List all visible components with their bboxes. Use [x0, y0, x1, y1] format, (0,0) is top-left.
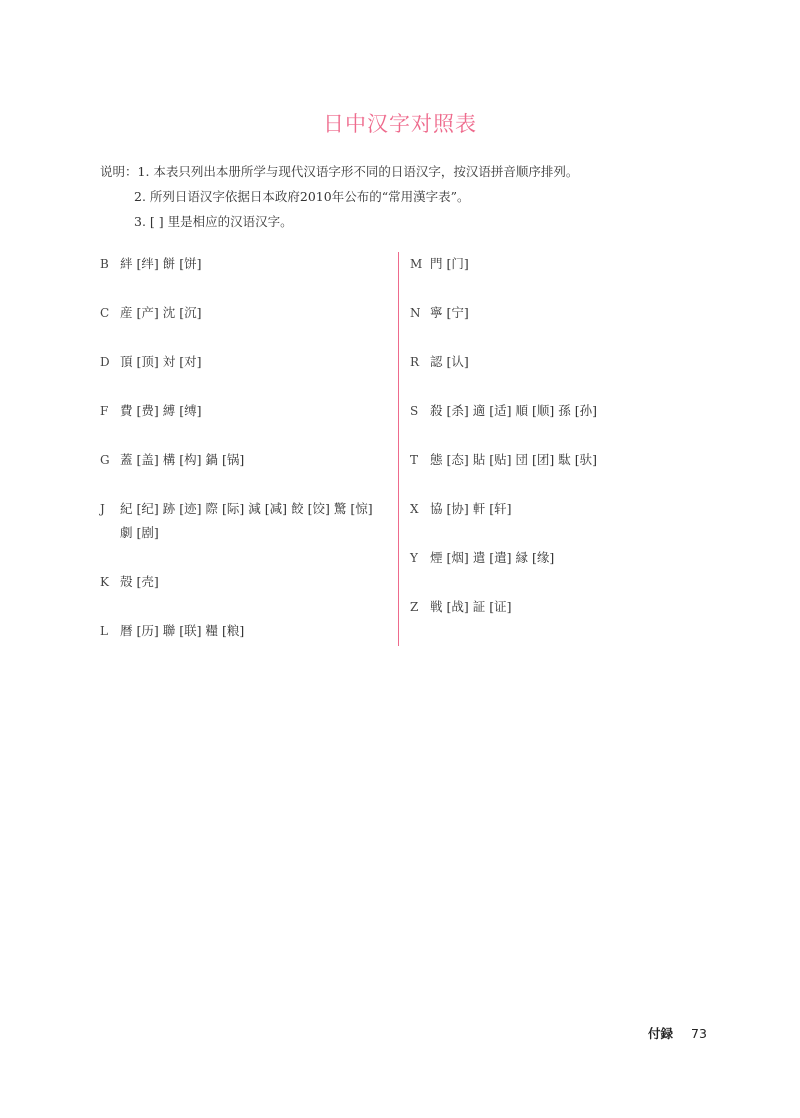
chinese-hanzi: [缚] — [179, 403, 202, 418]
group-letter: J — [100, 502, 105, 516]
character-pair — [163, 619, 202, 643]
note-1: 说明：1. 本表只列出本册所学与现代汉语字形不同的日语汉字，按汉语拼音顺序排列。 — [100, 164, 579, 179]
chinese-hanzi: [迹] — [179, 501, 202, 516]
character-pair — [120, 301, 159, 325]
group-letter: K — [100, 575, 109, 589]
column-divider — [398, 252, 399, 646]
character-pairs — [120, 399, 390, 423]
group-letter: B — [100, 257, 109, 271]
japanese-kanji: 縛 — [162, 403, 176, 418]
chinese-hanzi: [协] — [446, 501, 469, 516]
group-letter: L — [100, 624, 108, 638]
character-pair — [163, 301, 202, 325]
japanese-kanji: 態 — [430, 452, 443, 467]
japanese-kanji: 殺 — [430, 403, 443, 418]
character-pair — [206, 448, 245, 472]
japanese-kanji: 軒 — [472, 501, 486, 516]
japanese-kanji: 紀 — [120, 501, 133, 516]
character-pairs — [120, 252, 390, 276]
japanese-kanji: 構 — [162, 452, 176, 467]
japanese-kanji: 煙 — [430, 550, 443, 565]
character-pair — [248, 497, 287, 521]
japanese-kanji: 順 — [515, 403, 529, 418]
character-pair — [206, 619, 245, 643]
chinese-hanzi: [顶] — [136, 354, 159, 369]
japanese-kanji: 殻 — [120, 574, 133, 589]
japanese-kanji: 貼 — [472, 452, 486, 467]
chinese-hanzi: [宁] — [446, 305, 469, 320]
page-footer — [648, 1024, 707, 1042]
character-pair — [430, 252, 469, 276]
character-pair — [291, 497, 330, 521]
chinese-hanzi: [轩] — [489, 501, 512, 516]
chinese-hanzi: [杀] — [446, 403, 469, 418]
japanese-kanji: 孫 — [558, 403, 571, 418]
chinese-hanzi: [锅] — [222, 452, 245, 467]
group-letter: X — [410, 502, 419, 516]
group-letter: C — [100, 306, 110, 320]
group-letter: Y — [410, 551, 418, 565]
character-pair — [430, 399, 469, 423]
chinese-hanzi: [壳] — [136, 574, 159, 589]
letter-group-y — [410, 546, 710, 570]
character-pairs — [430, 399, 700, 423]
japanese-kanji: 産 — [120, 305, 133, 320]
letter-group-l — [100, 619, 400, 643]
japanese-kanji: 跡 — [162, 501, 176, 516]
japanese-kanji: 暦 — [120, 623, 133, 638]
letter-group-c — [100, 301, 400, 325]
japanese-kanji: 門 — [430, 256, 443, 271]
chinese-hanzi: [对] — [179, 354, 202, 369]
character-pairs — [430, 350, 700, 374]
japanese-kanji: 縁 — [515, 550, 529, 565]
japanese-kanji: 餃 — [291, 501, 304, 516]
character-pair — [473, 595, 512, 619]
character-pair — [430, 301, 469, 325]
character-pair — [473, 448, 512, 472]
japanese-kanji: 適 — [472, 403, 486, 418]
character-pair — [163, 252, 202, 276]
chinese-hanzi: [团] — [532, 452, 555, 467]
chinese-hanzi: [驮] — [574, 452, 598, 467]
japanese-kanji: 絆 — [120, 256, 133, 271]
character-pairs — [430, 301, 700, 325]
letter-group-z — [410, 595, 710, 619]
group-letter: F — [100, 404, 109, 418]
character-pairs — [430, 448, 700, 472]
japanese-kanji: 驚 — [333, 501, 347, 516]
chinese-hanzi: [认] — [446, 354, 469, 369]
letter-group-b — [100, 252, 400, 276]
character-pairs — [430, 252, 700, 276]
chinese-hanzi: [门] — [446, 256, 469, 271]
letter-group-m — [410, 252, 710, 276]
japanese-kanji: 遣 — [472, 550, 486, 565]
character-pair — [430, 350, 469, 374]
character-pair — [558, 399, 597, 423]
chinese-hanzi: [贴] — [489, 452, 512, 467]
chinese-hanzi: [战] — [446, 599, 469, 614]
character-pairs — [120, 301, 390, 325]
japanese-kanji: 減 — [248, 501, 261, 516]
character-pair — [516, 546, 555, 570]
character-pair — [163, 350, 202, 374]
chinese-hanzi: [联] — [179, 623, 202, 638]
chinese-hanzi: [证] — [489, 599, 512, 614]
chinese-hanzi: [盖] — [136, 452, 159, 467]
character-pair — [430, 595, 469, 619]
japanese-kanji: 蓋 — [120, 452, 133, 467]
notes — [100, 159, 578, 234]
letter-group-f — [100, 399, 400, 423]
character-pair — [430, 546, 469, 570]
chinese-hanzi: [沉] — [179, 305, 202, 320]
japanese-kanji: 餅 — [162, 256, 176, 271]
character-pair — [473, 497, 512, 521]
letter-group-j — [100, 497, 400, 545]
letter-group-d — [100, 350, 400, 374]
chinese-hanzi: [缘] — [532, 550, 555, 565]
character-pair — [473, 546, 512, 570]
japanese-kanji: 協 — [430, 501, 443, 516]
character-pair — [120, 399, 159, 423]
character-pair — [120, 619, 159, 643]
chinese-hanzi: [产] — [136, 305, 159, 320]
letter-group-k — [100, 570, 400, 594]
group-letter: R — [410, 355, 420, 369]
japanese-kanji: 沈 — [162, 305, 176, 320]
japanese-kanji: 費 — [120, 403, 133, 418]
japanese-kanji: 鍋 — [205, 452, 219, 467]
character-pairs — [120, 570, 390, 594]
character-pair — [516, 399, 555, 423]
letter-group-s — [410, 399, 710, 423]
chinese-hanzi: [构] — [179, 452, 202, 467]
japanese-kanji: 対 — [162, 354, 176, 369]
character-pair — [473, 399, 512, 423]
chinese-hanzi: [饺] — [307, 501, 330, 516]
character-pairs — [120, 619, 390, 643]
letter-group-g — [100, 448, 400, 472]
group-letter: T — [410, 453, 419, 467]
character-pair — [334, 497, 373, 521]
character-pair — [430, 497, 469, 521]
page-number: 73 — [691, 1026, 707, 1041]
chinese-hanzi: [适] — [489, 403, 512, 418]
character-pair — [120, 448, 159, 472]
note-3: 3. [ ] 里是相应的汉语汉字。 — [134, 214, 293, 229]
character-pairs — [430, 595, 700, 619]
chinese-hanzi: [饼] — [179, 256, 202, 271]
group-letter: M — [410, 257, 423, 271]
chinese-hanzi: [态] — [446, 452, 469, 467]
right-column — [410, 252, 710, 644]
chinese-hanzi: [费] — [136, 403, 159, 418]
chinese-hanzi: [烟] — [446, 550, 469, 565]
character-pair — [120, 350, 159, 374]
letter-group-x — [410, 497, 710, 521]
character-pair — [163, 497, 202, 521]
group-letter: D — [100, 355, 110, 369]
chinese-hanzi: [绊] — [136, 256, 159, 271]
character-pairs — [120, 448, 390, 472]
character-pairs — [120, 350, 390, 374]
group-letter: G — [100, 453, 110, 467]
japanese-kanji: 戦 — [430, 599, 443, 614]
japanese-kanji: 劇 — [120, 525, 133, 540]
character-pair — [558, 448, 597, 472]
group-letter: Z — [410, 600, 419, 614]
chinese-hanzi: [粮] — [222, 623, 245, 638]
chinese-hanzi: [减] — [264, 501, 288, 516]
character-pair — [206, 497, 245, 521]
character-pair — [516, 448, 555, 472]
chinese-hanzi: [顺] — [532, 403, 555, 418]
footer-label: 付録 — [648, 1026, 674, 1041]
japanese-kanji: 寧 — [430, 305, 443, 320]
japanese-kanji: 駄 — [558, 452, 571, 467]
character-pair — [120, 497, 159, 521]
japanese-kanji: 証 — [472, 599, 486, 614]
letter-group-n — [410, 301, 710, 325]
character-pair — [430, 448, 469, 472]
japanese-kanji: 頂 — [120, 354, 133, 369]
group-letter: S — [410, 404, 419, 418]
character-pairs — [120, 497, 390, 545]
japanese-kanji: 聯 — [162, 623, 176, 638]
character-pair — [120, 521, 159, 545]
character-pair — [120, 570, 159, 594]
note-2: 2. 所列日语汉字依据日本政府2010年公布的“常用漢字表”。 — [134, 189, 470, 204]
japanese-kanji: 糧 — [205, 623, 219, 638]
letter-group-t — [410, 448, 710, 472]
character-pairs — [430, 497, 700, 521]
chinese-hanzi: [剧] — [136, 525, 159, 540]
group-letter: N — [410, 306, 421, 320]
character-pair — [120, 252, 159, 276]
japanese-kanji: 団 — [515, 452, 529, 467]
chinese-hanzi: [孙] — [574, 403, 598, 418]
chinese-hanzi: [遣] — [489, 550, 512, 565]
chinese-hanzi: [历] — [136, 623, 159, 638]
character-pairs — [430, 546, 700, 570]
left-column — [100, 252, 400, 668]
japanese-kanji: 際 — [205, 501, 219, 516]
chinese-hanzi: [惊] — [350, 501, 373, 516]
japanese-kanji: 認 — [430, 354, 443, 369]
chinese-hanzi: [纪] — [136, 501, 159, 516]
character-pair — [163, 399, 202, 423]
character-pair — [163, 448, 202, 472]
letter-group-r — [410, 350, 710, 374]
page-title: 日中汉字对照表 — [323, 112, 477, 136]
chinese-hanzi: [际] — [222, 501, 245, 516]
